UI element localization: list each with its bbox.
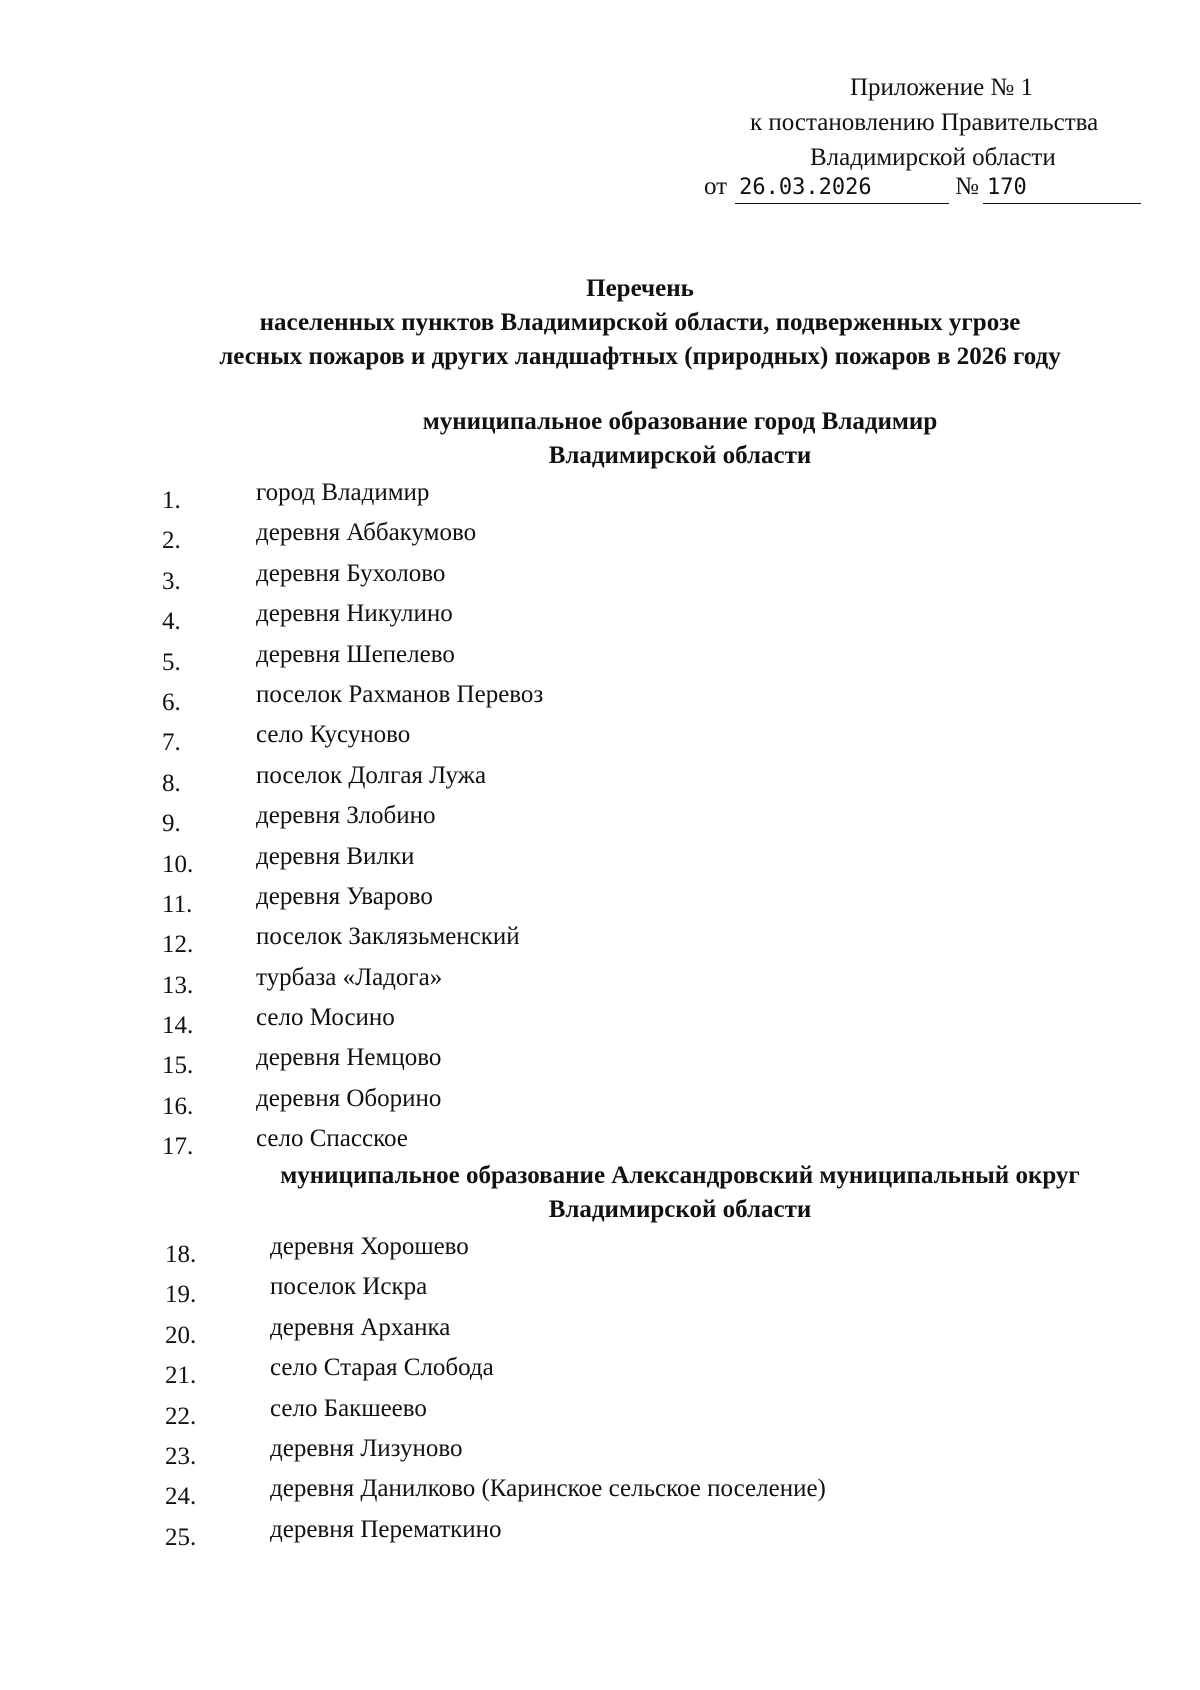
list-item xyxy=(0,1232,1200,1272)
list-item xyxy=(0,1394,1200,1434)
list-item xyxy=(0,1084,1200,1124)
list-item xyxy=(0,1434,1200,1474)
list-item-settlement: деревня Данилково (Каринское сельское поселение) xyxy=(270,1475,826,1503)
list-item-number: 19. xyxy=(165,1281,197,1309)
list-item-settlement: поселок Рахманов Перевоз xyxy=(256,680,544,708)
list-item xyxy=(0,1313,1200,1353)
list-item-number: 12. xyxy=(162,931,194,959)
list-item-number: 17. xyxy=(162,1133,194,1161)
list-item xyxy=(0,761,1200,801)
list-item-number: 23. xyxy=(165,1442,197,1470)
list-item xyxy=(0,559,1200,599)
list-item-number: 6. xyxy=(162,688,181,716)
list-item-settlement: поселок Долгая Лужа xyxy=(256,761,487,789)
list-item-settlement: деревня Шепелево xyxy=(256,640,455,668)
list-item-number: 24. xyxy=(165,1483,197,1511)
list-item-number: 2. xyxy=(162,527,181,555)
list-item-settlement: турбаза «Ладога» xyxy=(256,963,443,991)
number-prefix: № xyxy=(955,173,979,200)
list-item-number: 3. xyxy=(162,567,181,595)
list-item-number: 21. xyxy=(165,1362,197,1390)
list-item-settlement: деревня Оборино xyxy=(256,1084,442,1112)
list-item xyxy=(0,599,1200,639)
list-item-number: 16. xyxy=(162,1092,194,1120)
list-item xyxy=(0,1272,1200,1312)
list-item-number: 9. xyxy=(162,810,181,838)
list-item-settlement: село Мосино xyxy=(256,1004,395,1032)
attachment-region: Владимирской области xyxy=(810,144,1056,171)
list-item-settlement: поселок Искра xyxy=(270,1273,428,1301)
list-item-settlement: деревня Перематкино xyxy=(270,1515,502,1543)
list-item-settlement: деревня Никулино xyxy=(256,600,453,628)
title-line-2: населенных пунктов Владимирской области, подверженных угрозе xyxy=(259,309,1021,336)
list-item-settlement: город Владимир xyxy=(256,479,430,506)
list-item-number: 7. xyxy=(162,729,181,757)
list-item-number: 4. xyxy=(162,608,181,636)
list-item-settlement: деревня Злобино xyxy=(256,802,436,830)
list-item xyxy=(0,1043,1200,1083)
list-item xyxy=(0,1515,1200,1555)
settlement-list-vladimir xyxy=(0,478,1200,1165)
list-item xyxy=(0,963,1200,1003)
list-item-settlement: деревня Аббакумово xyxy=(256,519,477,547)
section-heading-line-2: Владимирской области xyxy=(548,442,812,469)
attachment-header xyxy=(700,70,1180,175)
resolution-date-line xyxy=(704,172,1154,204)
list-item xyxy=(0,1003,1200,1043)
list-item-settlement: деревня Уварово xyxy=(256,882,433,910)
list-item-number: 25. xyxy=(165,1523,197,1551)
list-item-settlement: деревня Хорошево xyxy=(270,1233,469,1260)
title-line-1: Перечень xyxy=(586,275,694,302)
resolution-number: 170 xyxy=(983,173,1141,204)
attachment-reference: к постановлению Правительства xyxy=(750,109,1099,136)
attachment-title: Приложение № 1 xyxy=(850,74,1034,101)
list-item xyxy=(0,842,1200,882)
section-heading-line-1: муниципальное образование город Владимир xyxy=(422,408,938,435)
settlement-list-alexandrovsky xyxy=(0,1232,1200,1555)
list-item-settlement: деревня Немцово xyxy=(256,1044,442,1072)
list-item-number: 18. xyxy=(165,1241,197,1268)
section-heading-line-1: муниципальное образование Александровский муниципальный округ xyxy=(280,1162,1080,1189)
list-item xyxy=(0,720,1200,760)
list-item-number: 5. xyxy=(162,648,181,676)
list-item-settlement: деревня Бухолово xyxy=(256,559,446,587)
list-item-number: 15. xyxy=(162,1052,194,1080)
list-item-number: 1. xyxy=(162,487,181,514)
list-item xyxy=(0,882,1200,922)
section-heading-vladimir xyxy=(180,405,1180,473)
section-heading-line-2: Владимирской области xyxy=(548,1196,812,1223)
section-heading-alexandrovsky xyxy=(180,1159,1180,1227)
list-item-settlement: деревня Арханка xyxy=(270,1313,451,1341)
list-item-number: 10. xyxy=(162,850,194,878)
list-item-settlement: село Бакшеево xyxy=(270,1394,427,1422)
list-item-number: 8. xyxy=(162,769,181,797)
document-title xyxy=(140,272,1140,374)
list-item xyxy=(0,680,1200,720)
list-item-number: 20. xyxy=(165,1321,197,1349)
list-item-number: 13. xyxy=(162,971,194,999)
list-item xyxy=(0,518,1200,558)
resolution-date: 26.03.2026 xyxy=(735,173,949,204)
list-item xyxy=(0,1474,1200,1514)
list-item-settlement: село Кусуново xyxy=(256,721,411,749)
list-item xyxy=(0,640,1200,680)
list-item-settlement: село Спасское xyxy=(256,1125,408,1153)
list-item xyxy=(0,922,1200,962)
list-item xyxy=(0,801,1200,841)
title-line-3: лесных пожаров и других ландшафтных (природных) пожаров в 2026 году xyxy=(219,343,1061,370)
list-item-number: 22. xyxy=(165,1402,197,1430)
list-item-settlement: село Старая Слобода xyxy=(270,1354,494,1382)
list-item xyxy=(0,1353,1200,1393)
date-prefix: от xyxy=(704,173,728,200)
list-item-settlement: деревня Вилки xyxy=(256,842,415,870)
list-item xyxy=(0,478,1200,518)
list-item-settlement: деревня Лизуново xyxy=(270,1434,463,1462)
list-item-number: 14. xyxy=(162,1012,194,1040)
list-item-settlement: поселок Заклязьменский xyxy=(256,923,520,951)
list-item-number: 11. xyxy=(162,890,193,918)
